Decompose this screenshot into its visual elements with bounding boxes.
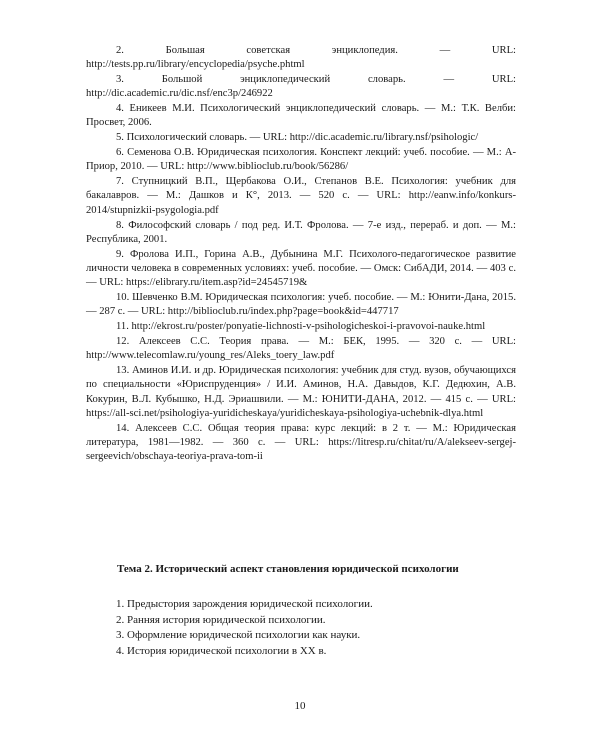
reference-item: 2. Большая советская энциклопедия. — URL: http://tests.pp.ru/library/encyclopedia/psyche.phtml [86,45,516,71]
reference-item: 6. Семенова О.В. Юридическая психология. Конспект лекций: учеб. пособие. — М.: А-Приор, 2010. — URL: http://www.biblioclub.ru/book/56286/ [86,147,516,173]
section-heading: Тема 2. Исторический аспект становления юридической психологии [117,563,459,575]
reference-item: 10. Шевченко В.М. Юридическая психология: учеб. пособие. — М.: Юнити-Дана, 2015. — 287 с. — URL: http://biblioclub.ru/index.php?page=book&id=447717 [86,292,516,318]
reference-item: 9. Фролова И.П., Горина А.В., Дубынина М.Г. Психолого-педагогическое развитие личности человека в современных условиях: учеб. пособие. — Омск: СибАДИ, 2014. — 403 с. — URL: https://elibrary.ru/item.asp?id=24545719& [86,248,516,289]
topic-item: 2. Ранняя история юридической психологии. [116,613,326,626]
topic-item: 3. Оформление юридической психологии как науки. [116,629,361,642]
topic-item: 4. История юридической психологии в XX в. [116,644,327,657]
reference-item: 3. Большой энциклопедический словарь. — URL: http://dic.academic.ru/dic.nsf/enc3p/246922 [86,74,516,100]
topic-item: 1. Предыстория зарождения юридической психологии. [116,598,373,610]
reference-item: 14. Алексеев С.С. Общая теория права: курс лекций: в 2 т. — М.: Юридическая литература, 1981—1982. — 360 с. — URL: https://litresp.ru/chitat/ru/А/alekseev-sergej-sergeevich/obschaya-teoriya-prava-tom-ii [86,422,516,463]
reference-item: 12. Алексеев С.С. Теория права. — М.: БЕК, 1995. — 320 с. — URL: http://www.telecomlaw.ru/young_res/Aleks_toery_law.pdf [86,335,516,362]
reference-item: 4. Еникеев М.И. Психологический энциклопедический словарь. — М.: Т.К. Велби: Просвет, 2006. [86,103,516,129]
reference-item: 5. Психологический словарь. — URL: http://dic.academic.ru/library.nsf/psihologic/ [116,132,479,144]
reference-item: 7. Ступницкий В.П., Щербакова О.И., Степанов В.Е. Психология: учебник для бакалавров. — М.: Дашков и К°, 2013. — 520 с. — URL: http://eanw.info/konkurs-2014/stupnizkii-psygologia.pdf [86,176,516,216]
page-number: 10 [294,700,306,712]
reference-list [86,44,516,465]
topic-list [116,597,516,659]
reference-item: 13. Аминов И.И. и др. Юридическая психология: учебник для студ. вузов, обучающихся по специальности «Юриспруденция» / И.И. Аминов, Н.А. Давыдов, К.Г. Дедюхин, А.В. Кокурин, В.Л. Кубышко, Н.Д. Эриашвили. — М.: ЮНИТИ-ДАНА, 2012. — 415 с. — URL: https://all-sci.net/psihologiya-yuridicheskaya/yuridicheskaya-psihologiya-uchebnik-dlya.html [86,365,516,419]
reference-item: 11. http://ekrost.ru/poster/ponyatie-lichnosti-v-psihologicheskoi-i-pravovoi-nauke.html [116,321,486,333]
reference-item: 8. Философский словарь / под ред. И.Т. Фролова. — 7-е изд., перераб. и доп. — М.: Республика, 2001. [86,219,516,245]
